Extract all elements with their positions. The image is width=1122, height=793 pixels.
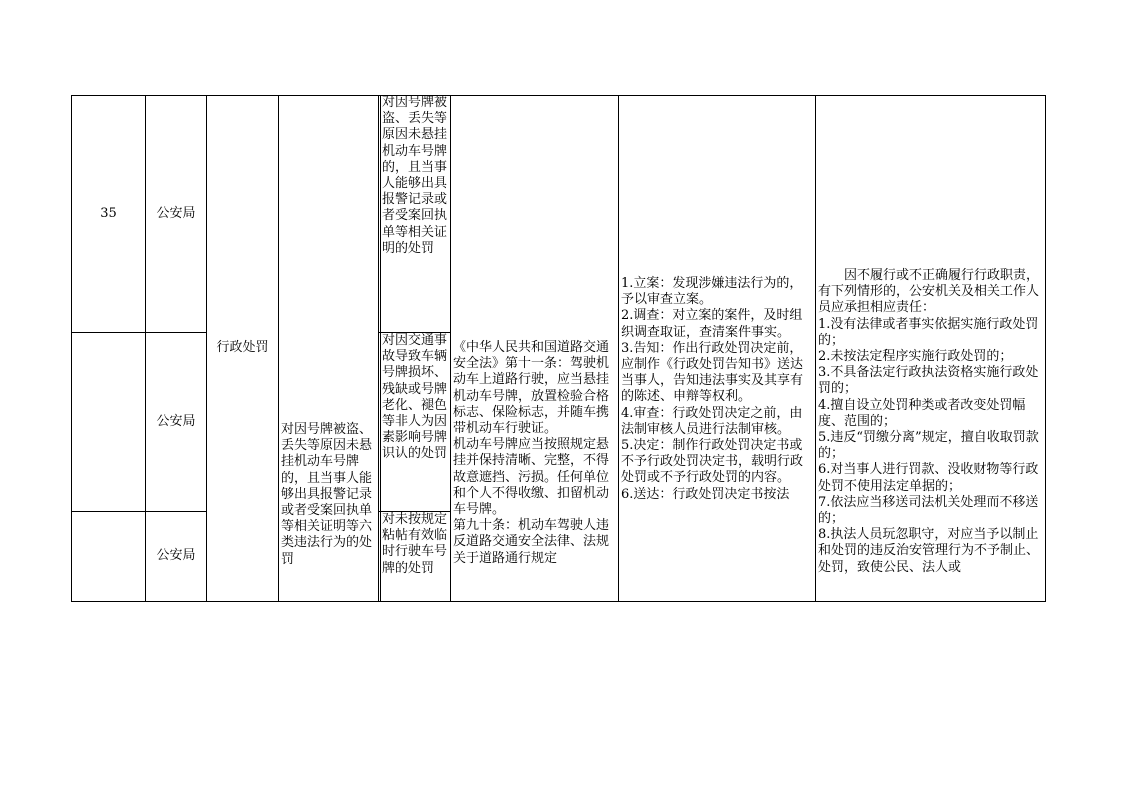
sub-item-text: 对未按规定粘帖有效临时行驶车号牌的处罚 [382,512,448,576]
responsibility-item: 1.没有法律或者事实依据实施行政处罚的； [818,316,1039,348]
responsibility-text [818,268,1044,576]
procedure-step: 6.送达：行政处罚决定书按法 [621,486,790,502]
column-divider [450,95,451,602]
row-number-cell [72,512,145,601]
row-number: 35 [100,205,117,221]
procedure-step: 3.告知：作出行政处罚决定前，应制作《行政处罚告知书》送达当事人，告知违法事实及其享有的陈述、申辩等权利。 [621,340,804,405]
department-cell [146,512,206,601]
responsibility-item: 7.依法应当移送司法机关处理而不移送的； [818,494,1039,527]
legal-basis-cell [453,96,617,601]
department-cell [146,96,206,332]
legal-basis-paragraph: 机动车号牌应当按照规定悬挂并保持清晰、完整，不得故意遮挡、污损。任何单位和个人不得收缴、扣留机动车号牌。 [453,437,610,518]
department-name: 公安局 [156,548,196,564]
column-divider [618,95,619,602]
department-cell [146,333,206,511]
sub-item-cell [382,95,450,332]
responsibility-item: 6.对当事人进行罚款、没收财物等行政处罚不使用法定单据的； [818,462,1039,494]
sub-item-text: 对因号牌被盗、丢失等原因未悬挂机动车号牌的，且当事人能够出具报警记录或者受案回执单等相关证明的处罚 [382,95,448,256]
procedure-step: 1.立案：发现涉嫌违法行为的，予以审查立案。 [621,276,803,308]
procedure-step: 5.决定：制作行政处罚决定书或不予行政处罚决定书，载明行政处罚或不予行政处罚的内容。 [621,438,804,486]
legal-basis-paragraph: 《中华人民共和国道路交通安全法》第十一条：驾驶机动车上道路行驶，应当悬挂机动车号牌，放置检验合格标志、保险标志，并随车携带机动车行驶证。 [453,340,610,437]
legal-basis-text [453,340,617,567]
responsibility-cell [818,96,1044,601]
sub-item-text: 对因交通事故导致车辆号牌损坏、残缺或号牌老化、褪色等非人为因素影响号牌识认的处罚 [382,333,448,462]
item-name-cell [281,96,378,601]
responsibility-item: 4.擅自设立处罚种类或者改变处罚幅度、范围的； [818,397,1026,429]
responsibility-item: 8.执法人员玩忽职守，对应当予以制止和处罚的违反治安管理行为不予制止、处罚，致使公民、法人或 [818,527,1040,575]
responsibility-item: 5.违反“罚缴分离”规定，擅自收取罚款的； [818,430,1039,462]
column-divider [815,95,816,602]
column-divider [378,95,379,602]
responsibility-intro: 因不履行或不正确履行行政职责，有下列情形的，公安机关及相关工作人员应承担相应责任： [818,268,1040,316]
table-border-bottom [71,601,1046,602]
legal-basis-paragraph: 第九十条：机动车驾驶人违反道路交通安全法律、法规关于道路通行规定 [453,518,610,566]
responsibility-item: 2.未按法定程序实施行政处罚的； [818,349,1013,365]
row-number-cell [72,96,145,332]
procedure-step: 4.审查：行政处罚决定之前，由法制审核人员进行法制审核。 [621,405,803,437]
department-name: 公安局 [156,413,196,429]
sub-item-cell [382,333,450,511]
item-name-text: 对因号牌被盗、丢失等原因未悬挂机动车号牌的，且当事人能够出具报警记录或者受案回执单等相关证明等六类违法行为的处罚 [281,422,373,567]
category-cell [207,96,278,601]
column-divider [380,95,381,602]
sub-item-cell [382,512,450,601]
procedure-step: 2.调查：对立案的案件，及时组织调查取证，查清案件事实。 [621,308,803,340]
row-number-cell [72,333,145,511]
responsibility-table [71,95,1047,602]
procedure-cell [621,96,813,601]
column-divider [278,95,279,602]
procedure-text [621,276,813,503]
table-border-right [1045,95,1046,602]
responsibility-item: 3.不具备法定行政执法资格实施行政处罚的； [818,365,1039,397]
category-label: 行政处罚 [216,340,269,356]
department-name: 公安局 [156,205,196,221]
